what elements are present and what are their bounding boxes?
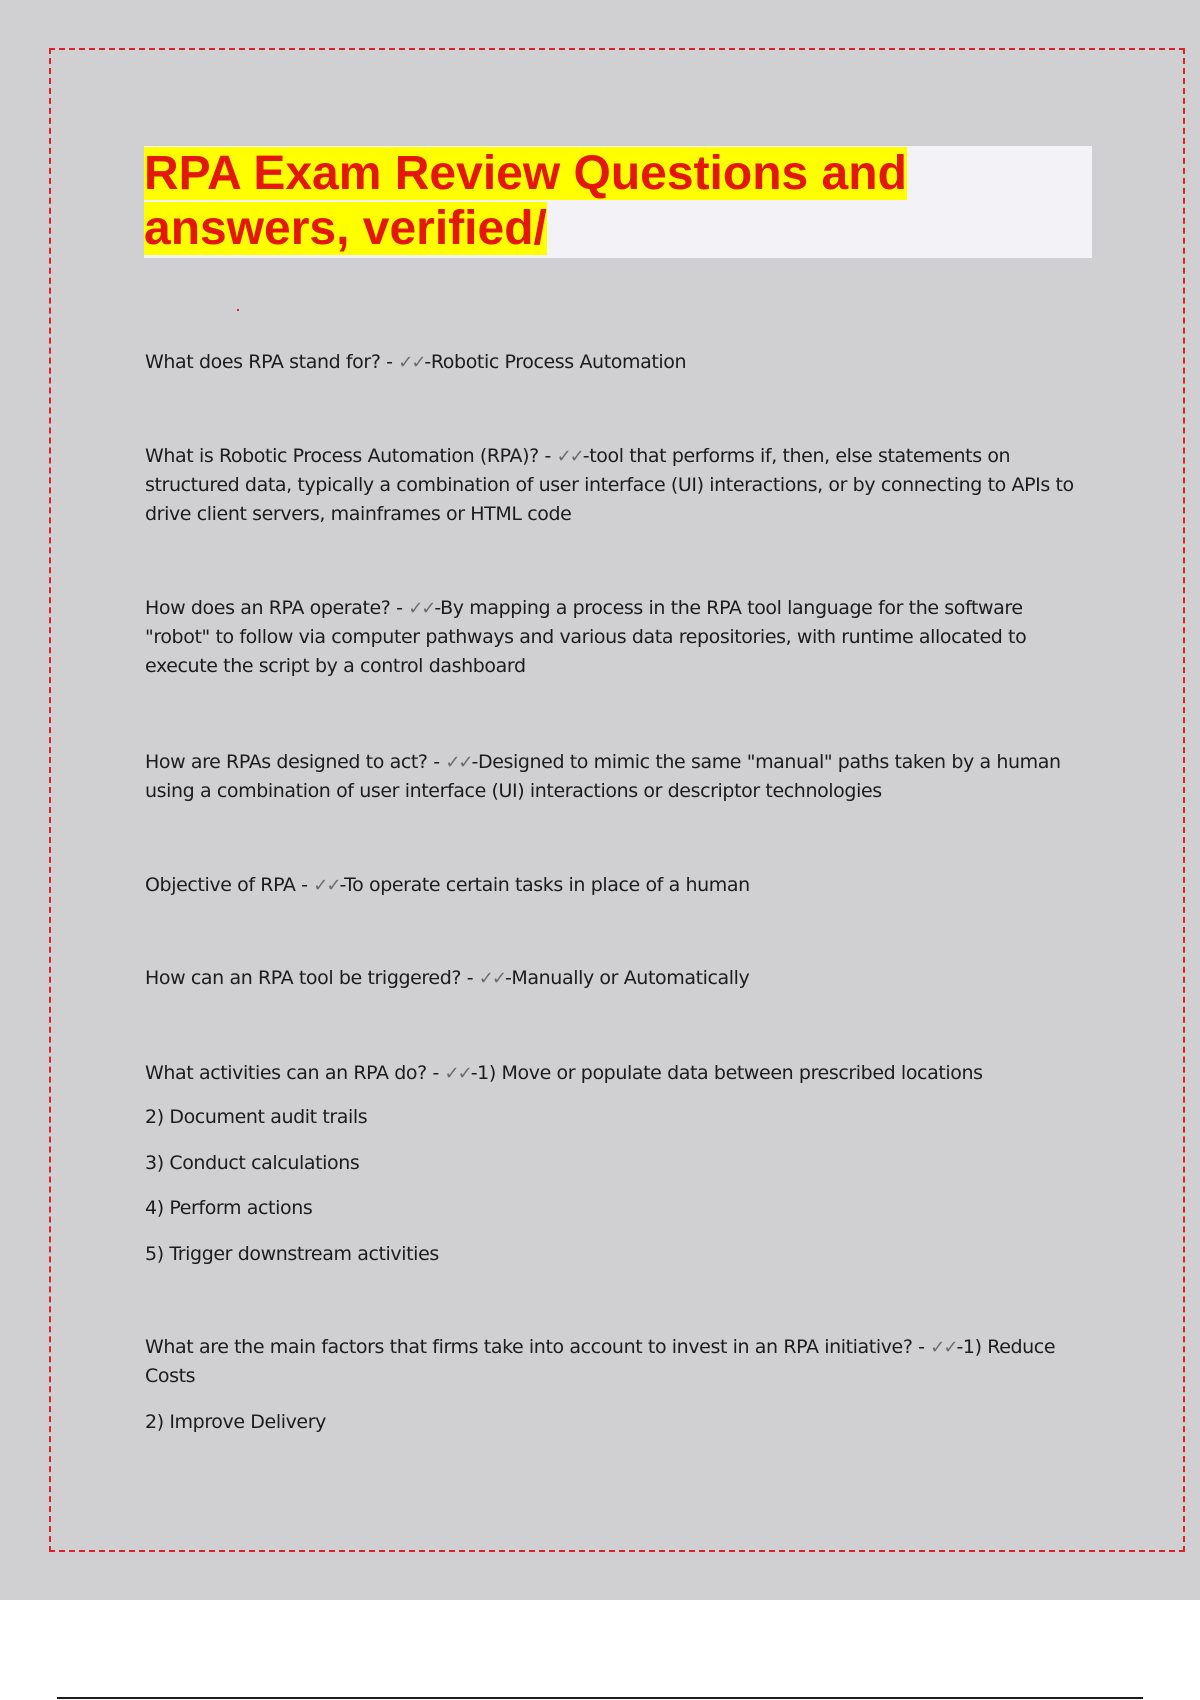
question-text: What are the main factors that firms take into account to invest in an RPA initiative? - [145,1336,931,1358]
qa-item-6 [145,964,1075,993]
qa-item-1 [145,348,1075,377]
question-text: What does RPA stand for? - [145,351,399,373]
double-check-icon: ✓✓ [556,446,583,467]
answer-text: -1) Move or populate data between prescribed locations [470,1062,983,1084]
bottom-divider [57,1697,1143,1699]
answer-list-item: 4) Perform actions [145,1197,313,1219]
double-check-icon: ✓✓ [445,752,472,773]
question-text: Objective of RPA - [145,874,314,896]
title-block [144,146,1092,258]
double-check-icon: ✓✓ [408,598,435,619]
question-text: How are RPAs designed to act? - [145,751,446,773]
qa-item-7 [145,1059,1075,1088]
answer-text: -tool that performs if, then, else statements on structured data, typically a combination of user interface (UI) interactions, or by connecting to APIs to drive client servers, mainframes or HTML code [145,445,1074,525]
answer-text: -Designed to mimic the same "manual" paths taken by a human using a combination of user interface (UI) interactions or descriptor technologies [145,751,1061,802]
qa-item-2 [145,442,1075,529]
double-check-icon: ✓✓ [313,875,340,896]
double-check-icon: ✓✓ [478,968,505,989]
answer-list-item: 5) Trigger downstream activities [145,1243,439,1265]
qa-item-8 [145,1333,1075,1391]
answer-list-item: 3) Conduct calculations [145,1152,360,1174]
qa-item-4 [145,748,1075,806]
question-text: What activities can an RPA do? - [145,1062,445,1084]
answer-text: -By mapping a process in the RPA tool language for the software "robot" to follow via computer pathways and various data repositories, with runtime allocated to execute the script by a control dashboard [145,597,1027,677]
double-check-icon: ✓✓ [930,1337,957,1358]
answer-text: -To operate certain tasks in place of a human [339,874,750,896]
answer-text: -Manually or Automatically [504,967,750,989]
question-text: What is Robotic Process Automation (RPA)? - [145,445,557,467]
answer-text: -1) Reduce Costs [145,1336,1056,1387]
qa-item-5 [145,871,1075,900]
document-title [144,146,924,256]
answer-list-item: 2) Document audit trails [145,1106,368,1128]
qa-item-3 [145,594,1075,681]
answer-text: -Robotic Process Automation [424,351,687,373]
title-highlight: RPA Exam Review Questions and answers, verified/ [144,147,907,255]
question-text: How can an RPA tool be triggered? - [145,967,479,989]
double-check-icon: ✓✓ [398,352,425,373]
question-text: How does an RPA operate? - [145,597,409,619]
answer-list-item: 2) Improve Delivery [145,1411,326,1433]
red-dot-mark [237,309,239,311]
double-check-icon: ✓✓ [444,1063,471,1084]
